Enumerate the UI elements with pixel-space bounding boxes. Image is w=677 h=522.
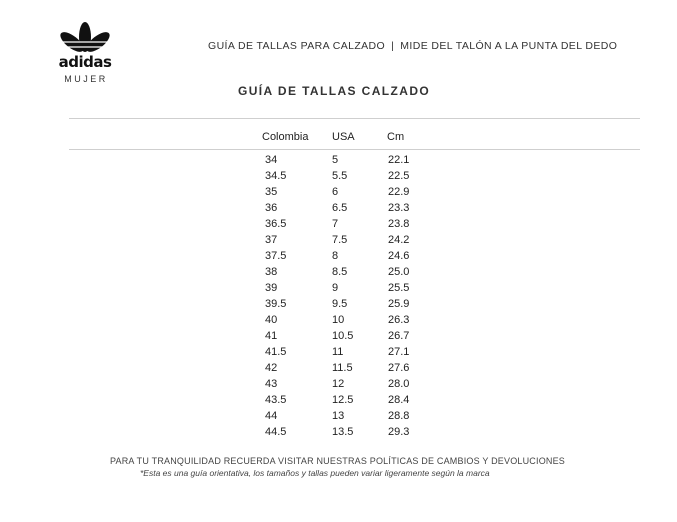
size-cm-cell: 28.8 [388, 410, 410, 422]
size-colombia-cell: 44 [265, 410, 278, 422]
size-cm-cell: 23.3 [388, 202, 410, 214]
size-cm-cell: 22.5 [388, 170, 410, 182]
size-usa-cell: 13.5 [332, 426, 354, 438]
size-colombia-cell: 43 [265, 378, 278, 390]
size-cm-cell: 22.9 [388, 186, 410, 198]
size-cm-cell: 28.0 [388, 378, 410, 390]
size-colombia-cell: 40 [265, 314, 278, 326]
size-colombia-cell: 37 [265, 234, 278, 246]
size-cm-cell: 27.1 [388, 346, 410, 358]
size-cm-cell: 24.2 [388, 234, 410, 246]
size-usa-cell: 5 [332, 154, 339, 166]
size-colombia-cell: 37.5 [265, 250, 287, 262]
size-cm-cell: 23.8 [388, 218, 410, 230]
column-header-colombia: Colombia [262, 131, 309, 143]
brand-wordmark: adidas [58, 53, 112, 71]
size-cm-cell: 25.9 [388, 298, 410, 310]
size-usa-cell: 12 [332, 378, 345, 390]
size-colombia-cell: 34 [265, 154, 278, 166]
size-cm-cell: 26.3 [388, 314, 410, 326]
size-usa-cell: 7.5 [332, 234, 348, 246]
size-colombia-cell: 35 [265, 186, 278, 198]
size-usa-cell: 13 [332, 410, 345, 422]
size-colombia-cell: 39 [265, 282, 278, 294]
size-colombia-cell: 38 [265, 266, 278, 278]
column-cm [388, 152, 409, 440]
header-separator: | [391, 40, 395, 52]
size-colombia-cell: 36.5 [265, 218, 287, 230]
column-header-usa: USA [332, 131, 355, 143]
divider-top [69, 118, 640, 119]
footer-disclaimer: *Esta es una guía orientativa, los tamaños y tallas pueden variar ligeramente según la marca [140, 468, 490, 478]
size-cm-cell: 22.1 [388, 154, 410, 166]
column-colombia [265, 152, 286, 440]
divider-header [69, 149, 640, 150]
size-colombia-cell: 44.5 [265, 426, 287, 438]
size-cm-cell: 29.3 [388, 426, 410, 438]
size-usa-cell: 10 [332, 314, 345, 326]
size-usa-cell: 10.5 [332, 330, 354, 342]
size-colombia-cell: 41 [265, 330, 278, 342]
size-usa-cell: 6.5 [332, 202, 348, 214]
brand-logo [55, 22, 115, 84]
size-usa-cell: 9.5 [332, 298, 348, 310]
size-cm-cell: 26.7 [388, 330, 410, 342]
header-part-1: GUÍA DE TALLAS PARA CALZADO [208, 40, 386, 52]
trefoil-icon [60, 22, 110, 54]
size-usa-cell: 6 [332, 186, 339, 198]
size-colombia-cell: 39.5 [265, 298, 287, 310]
size-cm-cell: 25.0 [388, 266, 410, 278]
size-colombia-cell: 41.5 [265, 346, 287, 358]
size-usa-cell: 11.5 [332, 362, 353, 374]
size-usa-cell: 7 [332, 218, 339, 230]
page-title: GUÍA DE TALLAS CALZADO [238, 84, 431, 98]
size-colombia-cell: 34.5 [265, 170, 287, 182]
header-caption [208, 40, 617, 52]
column-header-cm: Cm [387, 131, 405, 143]
header-part-2: MIDE DEL TALÓN A LA PUNTA DEL DEDO [400, 40, 618, 52]
size-colombia-cell: 43.5 [265, 394, 287, 406]
size-usa-cell: 9 [332, 282, 339, 294]
brand-line: MUJER [64, 74, 108, 84]
size-usa-cell: 8.5 [332, 266, 348, 278]
size-usa-cell: 5.5 [332, 170, 348, 182]
size-usa-cell: 11 [332, 346, 344, 358]
size-colombia-cell: 42 [265, 362, 278, 374]
size-cm-cell: 25.5 [388, 282, 410, 294]
footer-policy-note: PARA TU TRANQUILIDAD RECUERDA VISITAR NUESTRAS POLÍTICAS DE CAMBIOS Y DEVOLUCIONES [110, 456, 566, 466]
size-cm-cell: 27.6 [388, 362, 410, 374]
size-usa-cell: 12.5 [332, 394, 354, 406]
column-usa [332, 152, 353, 440]
size-cm-cell: 24.6 [388, 250, 410, 262]
size-usa-cell: 8 [332, 250, 339, 262]
size-colombia-cell: 36 [265, 202, 278, 214]
size-cm-cell: 28.4 [388, 394, 410, 406]
